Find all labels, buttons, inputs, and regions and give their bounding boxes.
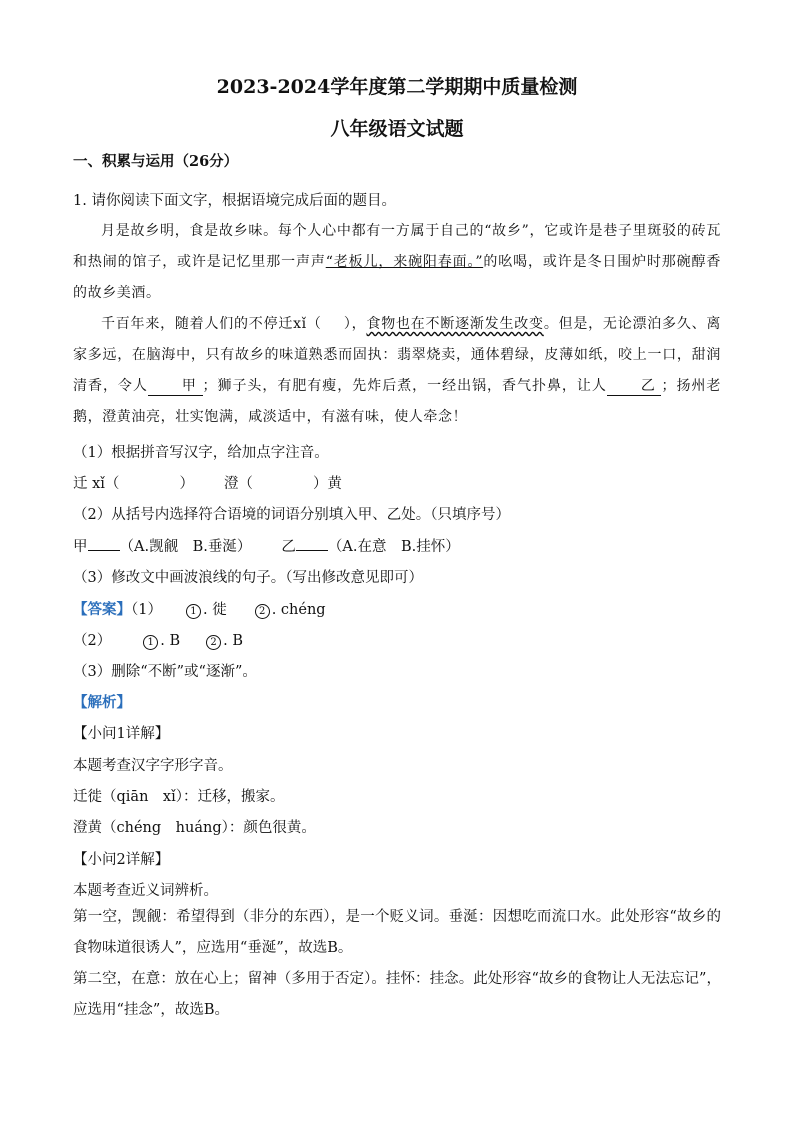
- circled-number: 1: [143, 635, 158, 650]
- detail-2-line-3: 第二空，在意：放在心上；留神（多用于否定）。挂怀：挂念。此处形容“故乡的食物让人无法忘记”，应选用“挂念”，故选B。: [73, 971, 721, 1018]
- question-1-prompt: 1. 请你阅读下面文字，根据语境完成后面的题目。: [73, 193, 396, 209]
- detail-1-line-1: 本题考查汉字字形字音。: [73, 758, 233, 774]
- sub-question-3: （3）修改文中画波浪线的句子。（写出修改意见即可）: [73, 570, 423, 586]
- detail-1-line-2: 迁徙（qiān xǐ）：迁移，搬家。: [73, 789, 285, 805]
- answer-line-2: （2） 1 . B 2 . B: [73, 633, 243, 649]
- circled-number: 2: [206, 635, 221, 650]
- blank-jia: 甲: [148, 377, 203, 396]
- blank-yi: 乙: [607, 377, 662, 396]
- circled-number: 2: [255, 604, 270, 619]
- analysis-label: 【解析】: [73, 694, 131, 711]
- passage-paragraph-1: 月是故乡明，食是故乡味。每个人心中都有一方属于自己的“故乡”，它或许是巷子里斑驳的砖瓦和热闹的馆子，或许是记忆里那一声声“老板儿，来碗阳春面。”的吆喝，或许是冬日围炉时那碗醇香的故乡美酒。: [73, 223, 721, 301]
- answer-label: 【答案】: [73, 601, 131, 618]
- detail-1-line-3: 澄黄（chéng huáng）：颜色很黄。: [73, 820, 316, 836]
- detail-1-heading: 【小问1详解】: [73, 726, 170, 742]
- underlined-quote: “老板儿，来碗阳春面。”: [325, 254, 484, 270]
- sub-question-1: （1）根据拼音写汉字，给加点字注音。: [73, 445, 329, 461]
- exam-subtitle: 八年级语文试题: [330, 118, 464, 140]
- answer-line-3: （3）删除“不断”或“逐渐”。: [73, 664, 257, 680]
- section-heading: 一、积累与运用（26分）: [73, 153, 239, 170]
- sub-question-1-items: 迁 xǐ（ ） 澄（ ）黄: [73, 476, 342, 492]
- exam-title: 2023-2024学年度第二学期期中质量检测: [216, 76, 578, 98]
- circled-number: 1: [186, 604, 201, 619]
- reading-passage: [73, 216, 721, 433]
- sub-question-2: （2）从括号内选择符合语境的词语分别填入甲、乙处。（只填序号）: [73, 507, 510, 523]
- answer-line-1: 【答案】（1） 1 . 徙 2 . chéng: [73, 601, 326, 618]
- passage-paragraph-2: 千百年来，随着人们的不停迁xǐ（ ），食物也在不断逐渐发生改变。但是，无论漂泊多久、离家多远，在脑海中，只有故乡的味道熟悉而固执：翡翠烧卖，通体碧绿，皮薄如纸，咬上一口，甜润清香，令人 甲 ；狮子头，有肥有瘦，先炸后煮，一经出锅，香气扑鼻，让人 乙 ；扬州老鹅，澄黄油亮，壮实饱满，咸淡适中，有滋有味，使人牵念！: [73, 316, 721, 425]
- detail-2-body: [73, 902, 721, 1026]
- detail-2-heading: 【小问2详解】: [73, 852, 170, 868]
- sub-question-2-items: 甲 （A.觊觎 B.垂涎） 乙 （A.在意 B.挂怀）: [73, 539, 460, 555]
- wavy-underlined-sentence: 食物也在不断逐渐发生改变: [366, 316, 544, 332]
- detail-2-line-2: 第一空，觊觎：希望得到（非分的东西），是一个贬义词。垂涎：因想吃而流口水。此处形容“故乡的食物味道很诱人”，应选用“垂涎”，故选B。: [73, 909, 721, 956]
- detail-2-line-1: 本题考查近义词辨析。: [73, 883, 218, 899]
